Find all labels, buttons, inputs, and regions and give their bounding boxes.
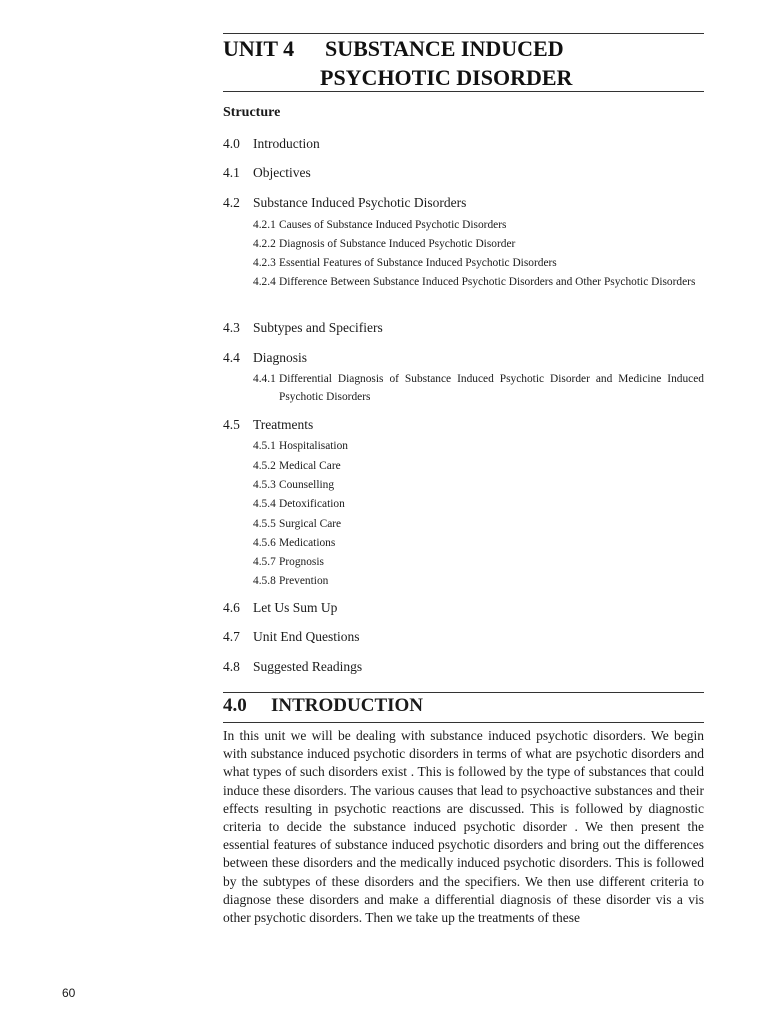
toc-item-number: 4.4 — [223, 350, 240, 365]
toc-subitem-label: Differential Diagnosis of Substance Induced Psychotic Disorder and Medicine Induced Psychotic Disorders — [279, 373, 704, 403]
toc-subitem-label: Prognosis — [279, 556, 324, 568]
toc-item-4-3[interactable] — [223, 320, 383, 336]
toc-subitem-number: 4.5.4 — [253, 498, 276, 510]
toc-subitem-label: Medications — [279, 537, 336, 549]
structure-heading: Structure — [223, 105, 281, 120]
toc-subitem-label: Surgical Care — [279, 518, 342, 530]
toc-item-label: Suggested Readings — [253, 659, 363, 674]
toc-subitem-number: 4.5.8 — [253, 575, 276, 587]
toc-item-4-5[interactable] — [223, 417, 313, 433]
toc-subitem-number: 4.5.2 — [253, 460, 276, 472]
toc-subitem-number: 4.5.7 — [253, 556, 276, 568]
title-bottom-rule — [223, 91, 704, 92]
toc-subitem-label: Counselling — [279, 479, 335, 491]
toc-subitem-number: 4.4.1 — [253, 373, 276, 385]
toc-subitem-4-5-2[interactable] — [253, 457, 704, 475]
toc-item-label: Subtypes and Specifiers — [253, 320, 383, 335]
toc-subitem-label: Difference Between Substance Induced Psychotic Disorders and Other Psychotic Disorders — [279, 276, 696, 288]
toc-item-number: 4.0 — [223, 136, 240, 151]
toc-subitem-label: Medical Care — [279, 460, 341, 472]
toc-subitem-4-4-1[interactable] — [253, 370, 704, 406]
toc-item-number: 4.2 — [223, 195, 240, 210]
toc-subitem-4-5-8[interactable] — [253, 572, 704, 590]
toc-item-label: Objectives — [253, 165, 311, 180]
toc-subitem-4-2-1[interactable] — [253, 216, 704, 234]
toc-subitem-number: 4.2.3 — [253, 257, 276, 269]
toc-subitem-4-2-4[interactable] — [253, 273, 704, 291]
toc-item-label: Substance Induced Psychotic Disorders — [253, 195, 467, 210]
toc-item-4-8[interactable] — [223, 659, 362, 675]
toc-item-number: 4.6 — [223, 600, 240, 615]
toc-subitem-number: 4.5.3 — [253, 479, 276, 491]
toc-item-4-1[interactable] — [223, 165, 311, 181]
toc-item-number: 4.7 — [223, 629, 240, 644]
toc-subitem-label: Detoxification — [279, 498, 345, 510]
toc-subitem-number: 4.5.5 — [253, 518, 276, 530]
toc-subitem-4-2-3[interactable] — [253, 254, 704, 272]
toc-item-label: Introduction — [253, 136, 320, 151]
toc-subitem-label: Prevention — [279, 575, 329, 587]
toc-item-label: Treatments — [253, 417, 314, 432]
toc-subitem-number: 4.2.4 — [253, 276, 276, 288]
toc-item-number: 4.1 — [223, 165, 240, 180]
toc-item-number: 4.8 — [223, 659, 240, 674]
toc-subitem-4-5-6[interactable] — [253, 534, 704, 552]
toc-subitem-4-5-1[interactable] — [253, 437, 704, 455]
toc-item-label: Diagnosis — [253, 350, 307, 365]
toc-item-number: 4.5 — [223, 417, 240, 432]
unit-title-line-2: PSYCHOTIC DISORDER — [320, 65, 573, 90]
toc-subitem-4-2-2[interactable] — [253, 235, 704, 253]
toc-subitem-label: Hospitalisation — [279, 440, 348, 452]
toc-subitem-label: Essential Features of Substance Induced Psychotic Disorders — [279, 257, 557, 269]
toc-subitem-number: 4.2.1 — [253, 219, 276, 231]
toc-subitem-number: 4.5.6 — [253, 537, 276, 549]
toc-item-4-7[interactable] — [223, 629, 360, 645]
toc-subitem-4-5-4[interactable] — [253, 495, 704, 513]
toc-item-label: Let Us Sum Up — [253, 600, 338, 615]
section-bottom-rule — [223, 722, 704, 723]
toc-subitem-label: Causes of Substance Induced Psychotic Disorders — [279, 219, 507, 231]
toc-subitem-4-5-5[interactable] — [253, 515, 704, 533]
toc-subitem-number: 4.5.1 — [253, 440, 276, 452]
toc-subitem-4-5-7[interactable] — [253, 553, 704, 571]
section-title: INTRODUCTION — [271, 695, 424, 716]
unit-title-line-1: SUBSTANCE INDUCED — [325, 36, 564, 61]
toc-item-4-0[interactable] — [223, 136, 320, 152]
toc-item-number: 4.3 — [223, 320, 240, 335]
unit-number: UNIT 4 — [223, 36, 295, 61]
section-number: 4.0 — [223, 695, 247, 716]
toc-subitem-label: Diagnosis of Substance Induced Psychotic Disorder — [279, 238, 516, 250]
toc-item-4-6[interactable] — [223, 600, 337, 616]
toc-subitem-number: 4.2.2 — [253, 238, 276, 250]
toc-item-4-4[interactable] — [223, 350, 307, 366]
page-number: 60 — [62, 986, 76, 1000]
toc-item-label: Unit End Questions — [253, 629, 360, 644]
toc-subitem-4-5-3[interactable] — [253, 476, 704, 494]
introduction-paragraph: In this unit we will be dealing with substance induced psychotic disorders. We begin with substance induced psychotic disorders in terms of what are psychotic disorders and what types of such disorders exist . This is followed by the type of substances that could induce these disorders. The various causes that lead to psychoactive substances and their effects resulting in psychotic reactions are discussed. This is followed by diagnostic criteria to decide the substance induced psychotic disorder . We then present the essential features of substance induced psychotic disorders and bring out the differences between these disorders and the medically induced psychotic disorders. This is followed by the subtypes of these disorders and the specifiers. We then use different criteria to diagnose these disorders and make a differential diagnosis of these disorder vis a vis other psychotic disorders. Then we take up the treatments of these — [223, 728, 704, 926]
section-top-rule — [223, 692, 704, 693]
toc-item-4-2[interactable] — [223, 195, 466, 211]
section-heading-introduction — [223, 695, 423, 717]
